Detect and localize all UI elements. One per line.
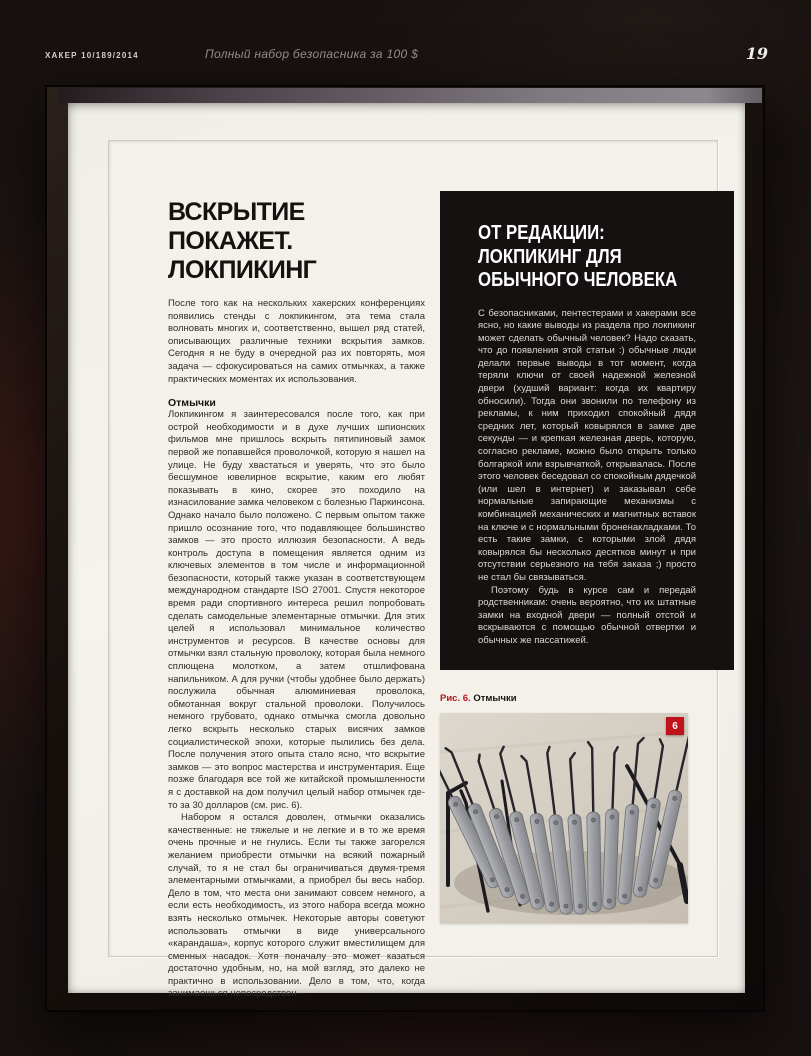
editors-note-paragraph: С безопасниками, пентестерами и хакерами все ясно, но какие выводы из раздела про локпикинг может сделать обычный человек? Надо сказать, что до появления этой статьи :) обычные люди делали первые выводы в тот момент, когда теряли ключи от своей надежной железной двери (худший вариант: когда их квартиру обносили). Тогда они звонили по телефону из рекламы, к ним приходил спокойный дядя средних лет, который ковырялся в замке две секунды — и крепкая железная дверь, которую, согласно рекламе, можно было открыть только болгаркой или взрывчаткой, открывалась. После этого человек беседовал со спокойным дядечкой (или шел в интернет) и заказывал себе нормальные запирающие механизмы с комбинацией механических и магнитных вставок на ключе и с нормальными броненакладками. То есть такие замки, с которыми злой дядя ковырялся бы несколько десятков минут и при отсутствии серьезного на тебя заказа ;) просто не стал бы связываться. bbox=[478, 307, 696, 583]
magazine-header bbox=[0, 0, 811, 80]
lockpicks-illustration bbox=[440, 713, 688, 923]
section-heading: Отмычки bbox=[168, 397, 216, 410]
body-paragraph: Набором я остался доволен, отмычки оказались качественные: не тяжелые и не легкие и в то же время очень прочные и не гнулись. Если ты также загорелся желанием приобрести отмычки на всякий пожарный случай, то я не стал бы ограничиваться двумя-тремя элементарными отмычками, а приобрел бы весь набор. Дело в том, что места они занимают совсем немного, а если есть необходимость, из этого набора всегда можно взять несколько отмычек. Некоторые авторы советуют использовать отмычки в виде универсального «карандаша», корпус которого служит вместилищем для сменных насадок. Хотя поначалу это может казаться достаточно удобным, но, на мой взгляд, это далеко не практично в использовании. Дело в том, что, когда занимаешься непосредствен- bbox=[168, 812, 425, 1000]
article-title bbox=[168, 198, 425, 285]
editors-note-title bbox=[478, 222, 698, 293]
picture-frame bbox=[45, 85, 765, 1012]
article-lead: После того как на нескольких хакерских конференциях появились стенды с локпикингом, эта тема стала волновать многих и, соответственно, вышел ряд статей, описывающих различные техники вскрытия замков. Сегодня я не буду в очередной раз их повторять, моя задача — сфокусироваться на самих отмычках, а также практических моментах их использования. bbox=[168, 298, 425, 385]
lockpicks-photo bbox=[440, 713, 688, 923]
page-mat bbox=[68, 103, 745, 1000]
editors-note-paragraph: Поэтому будь в курсе сам и передай родственникам: очень вероятно, что их штатные замки на входной двери — полный отстой и вскрываются с помощью обычной отвертки и обычных же пассатижей. bbox=[478, 584, 696, 646]
figure-caption-label: Рис. 6. bbox=[440, 693, 471, 704]
page-number: 19 bbox=[745, 44, 768, 63]
figure-caption-title: Отмычки bbox=[473, 693, 517, 704]
article-title-line: ВСКРЫТИЕ ПОКАЖЕТ. bbox=[168, 198, 305, 255]
body-paragraph: Локпикингом я заинтересовался после того, как при острой необходимости и в духе лучших шпионских фильмов мне пришлось вскрыть пятипиновый замок первой же попавшейся проволочкой, которую я нашел на улице. Не буду хвастаться и уверять, что это было бесшумное ювелирное вскрытие, каким его любят показывать в кино, скорее это походило на изнасилование замка человеком с болезнью Паркинсона. Однако начало было положено. С первым опытом также пришло осознание того, что подавляющее большинство замков — это просто иллюзия безопасности. А ведь контроль доступа в помещения является одним из ключевых элементов в том числе и информационной безопасности, который также указан в соответствующем международном стандарте ISO 27001. Спустя некоторое время ради спортивного интереса решил попробовать сделать самодельные элементарные отмычки. Для этих целей я использовал минимальное количество инструментов и ресурсов. В качестве основы для отмычки взял стальную проволоку, которая была немного сплющена молотком, а затем отшлифована напильником. А для ручки (чтобы удобнее было держать) послужила обычная алюминиевая проволока, обмотанная вокруг стальной проволоки. Получилось немного грубовато, однако отмычка смогла довольно легко вскрыть несколько старых висячих замков социалистической эпохи, которые пылились без дела. После получения этого опыта стало ясно, что вскрытие замков — это вопрос мастерства и инструментария. Еще позже благодаря все той же китайской промышленности я с доставкой на дом получил целый набор отмычек где-то за 30 долларов (см. рис. 6). bbox=[168, 409, 425, 811]
running-title: Полный набор безопасника за 100 $ bbox=[205, 47, 419, 61]
editors-note-title-line: ОБЫЧНОГО ЧЕЛОВЕКА bbox=[478, 269, 678, 291]
editors-note-box bbox=[440, 191, 734, 670]
right-column bbox=[440, 191, 734, 732]
magazine-issue-label: ХАКЕР 10/189/2014 bbox=[45, 51, 139, 60]
figure-caption bbox=[440, 693, 517, 704]
figure-number-badge: 6 bbox=[666, 717, 684, 735]
frame-top-highlight bbox=[59, 88, 762, 103]
article-title-line: ЛОКПИКИНГ bbox=[168, 256, 317, 284]
editors-note-title-line: ЛОКПИКИНГ ДЛЯ bbox=[478, 245, 622, 268]
article-column bbox=[168, 198, 425, 1001]
editors-note-title-line: ОТ РЕДАКЦИИ: bbox=[478, 222, 605, 244]
